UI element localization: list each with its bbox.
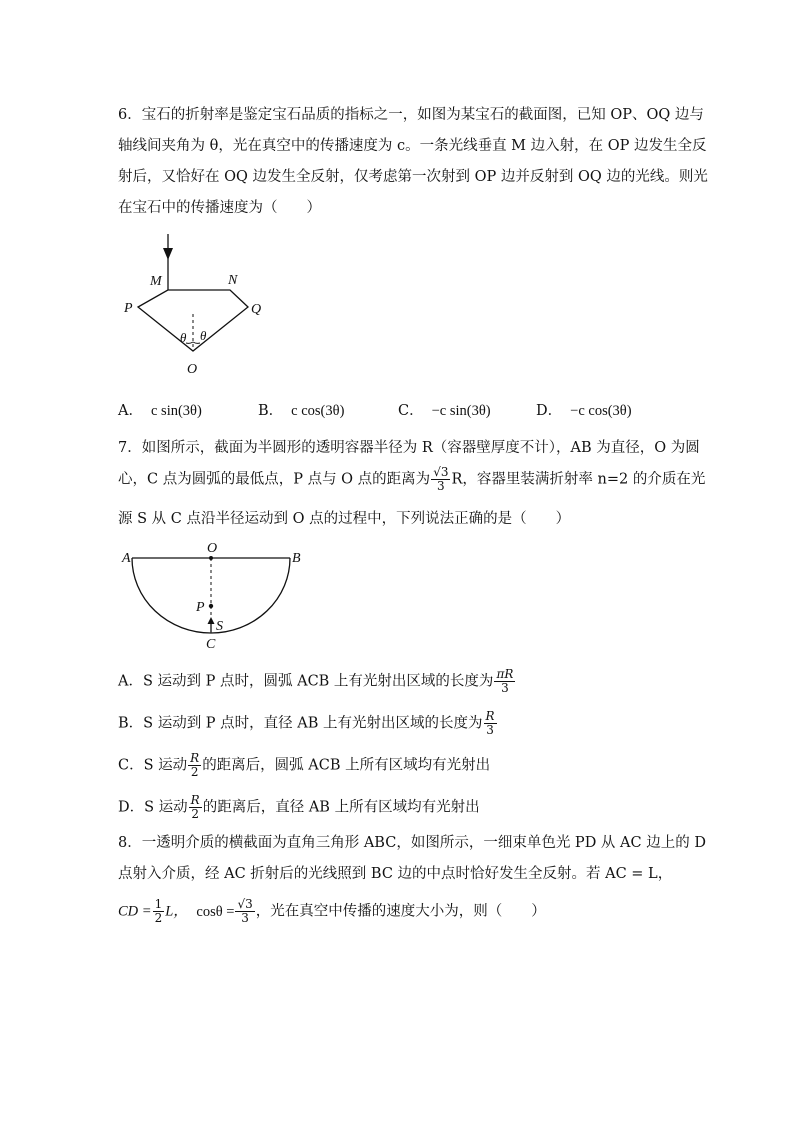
label-N: N (228, 273, 238, 288)
q6-gem-figure (110, 228, 280, 378)
q6-line-2: 轴线间夹角为 θ，光在真空中的传播速度为 c。一条光线垂直 M 边入射，在 OP 边发生全反 (118, 138, 707, 154)
q7-option-a[interactable]: A．S 运动到 P 点时，圆弧 ACB 上有光射出区域的长度为 $\frac{\pi R}{3}$ (118, 667, 514, 695)
q7-line-2: 心，C 点为圆弧的最低点，P 点与 O 点的距离为 $\frac{√3}{3}$ R，容器里装满折射率 n=2 的介质在光 (118, 465, 706, 493)
point-P (209, 604, 213, 608)
q7-option-b[interactable]: B．S 运动到 P 点时，直径 AB 上有光射出区域的长度为 $\frac{R}{3}$ (118, 709, 495, 737)
label-A: A (122, 551, 131, 566)
arrow-up-icon (208, 617, 215, 624)
q8-line-3: CD = $\frac{1}{2}$ L， cosθ = $\frac{√3}{3}$ ，光在真空中传播的速度大小为，则（ ） (118, 897, 546, 925)
q7-line-1: 7．如图所示，截面为半圆形的透明容器半径为 R（容器壁厚度不计），AB 为直径，O 为圆 (118, 440, 700, 456)
q7-semicircle-figure (112, 538, 312, 653)
q6-option-d[interactable]: D． −c cos(3θ) (536, 403, 632, 419)
label-O7: O (207, 541, 218, 556)
q8-line-2: 点射入介质，经 AC 折射后的光线照到 BC 边的中点时恰好发生全反射。若 AC = L， (118, 866, 673, 882)
point-O (209, 556, 213, 560)
q7-option-d[interactable]: D．S 运动 $\frac{R}{2}$ 的距离后，直径 AB 上所有区域均有光射出 (118, 793, 480, 821)
label-Q: Q (251, 302, 262, 317)
q6-line-3: 射后，又恰好在 OQ 边发生全反射，仅考虑第一次射到 OP 边并反射到 OQ 边的光线。则光 (118, 169, 708, 185)
label-theta-left: θ (180, 330, 187, 345)
label-P7: P (196, 600, 205, 615)
label-M: M (150, 274, 162, 289)
q6-option-c[interactable]: C． −c sin(3θ) (398, 403, 491, 419)
q6-line-1: 6．宝石的折射率是鉴定宝石品质的指标之一，如图为某宝石的截面图，已知 OP、OQ 边与 (118, 107, 704, 123)
q8-line-1: 8．一透明介质的横截面为直角三角形 ABC，如图所示，一细束单色光 PD 从 AC 边上的 D (118, 835, 706, 851)
arrow-head-icon (163, 248, 173, 260)
label-O: O (187, 362, 198, 377)
label-theta-right: θ (200, 328, 207, 343)
angle-arc-right (193, 342, 200, 343)
label-B: B (292, 551, 301, 566)
q6-option-a[interactable]: A． c sin(3θ) (118, 403, 202, 419)
q7-option-c[interactable]: C．S 运动 $\frac{R}{2}$ 的距离后，圆弧 ACB 上所有区域均有光射出 (118, 751, 491, 779)
q7-line-3: 源 S 从 C 点沿半径运动到 O 点的过程中，下列说法正确的是（ ） (118, 511, 571, 527)
gem-outline (138, 286, 248, 351)
q6-line-4: 在宝石中的传播速度为（ ） (118, 200, 321, 216)
q6-option-b[interactable]: B． c cos(3θ) (258, 403, 345, 419)
label-P: P (124, 301, 133, 316)
label-S: S (216, 619, 223, 634)
fraction-root3-over-3: $\frac{√3}{3}$ (433, 465, 449, 493)
angle-arc-left (186, 342, 193, 343)
label-C: C (206, 637, 216, 652)
